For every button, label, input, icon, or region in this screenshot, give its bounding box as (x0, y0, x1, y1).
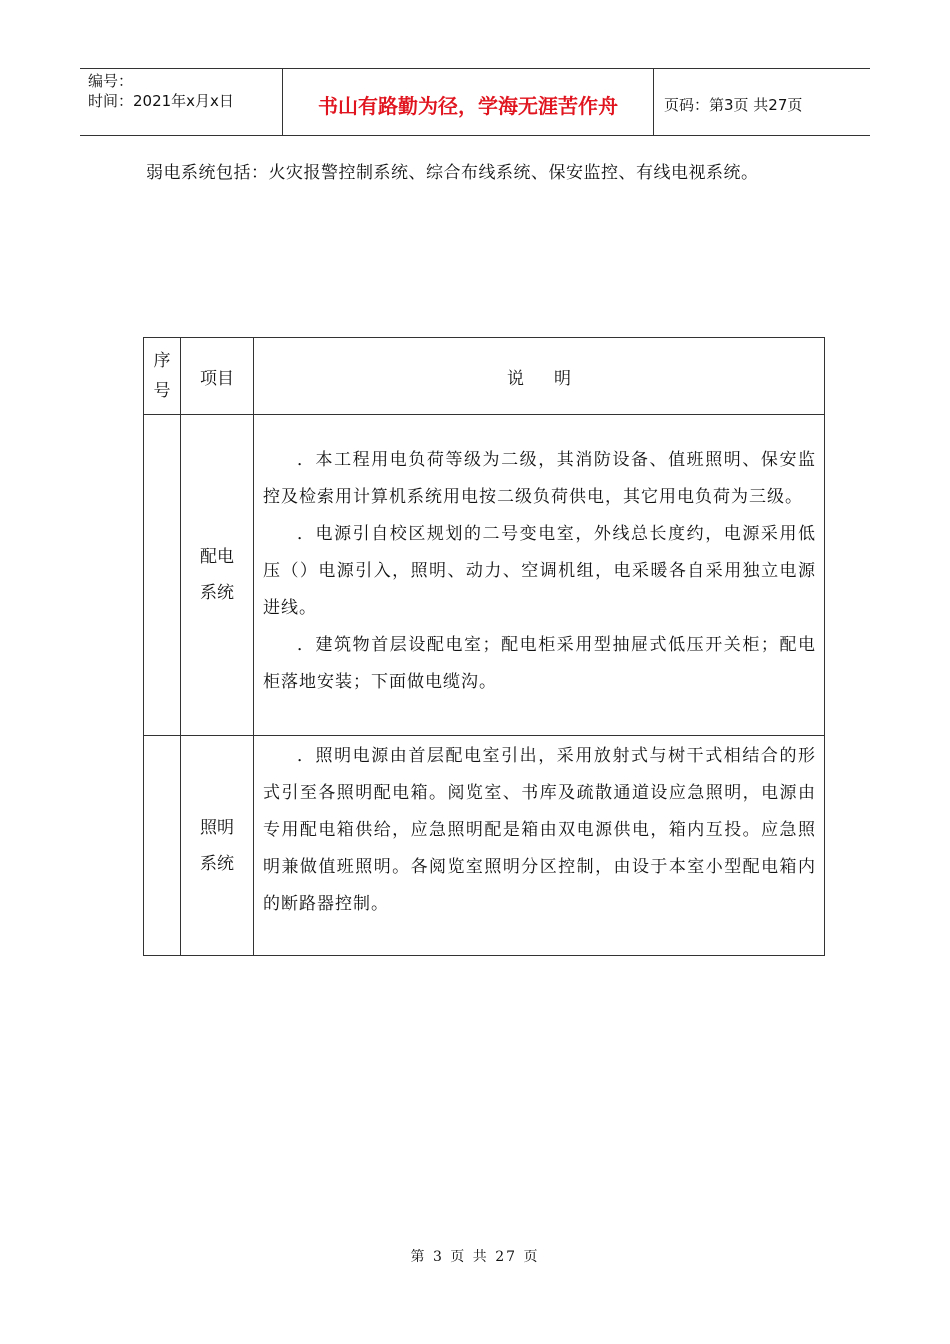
row-item-line: 照明 (200, 817, 234, 838)
desc-paragraph: ．本工程用电负荷等级为二级，其消防设备、值班照明、保安监控及检索用计算机系统用电按二级负荷供电，其它用电负荷为三级。 (263, 449, 816, 507)
spec-table (143, 337, 825, 956)
doc-time-label: 时间：2021年x月x日 (88, 92, 234, 110)
desc-paragraph: ．照明电源由首层配电室引出，采用放射式与树干式相结合的形式引至各照明配电箱。阅览室、书库及疏散通道设应急照明，电源由专用配电箱供给，应急照明配是箱由双电源供电，箱内互投。应急照明兼做值班照明。各阅览室照明分区控制，由设于本室小型配电箱内的断路器控制。 (263, 746, 816, 914)
page-footer: 第 3 页 共 27 页 (410, 1249, 540, 1265)
column-header-desc (254, 338, 825, 415)
column-header-item-label: 项目 (200, 368, 234, 389)
row-item-cell (181, 415, 254, 736)
table-row (144, 415, 825, 736)
doc-number-label: 编号： (88, 72, 134, 90)
row-item-line: 系统 (200, 583, 234, 603)
row-item-cell (181, 736, 254, 956)
table-row (144, 736, 825, 956)
header-page-info: 页码：第3页 共27页 (664, 95, 803, 114)
column-header-no (144, 338, 181, 415)
column-header-desc-label: 说明 (507, 368, 601, 389)
column-header-item (181, 338, 254, 415)
intro-text: 弱电系统包括：火灾报警控制系统、综合布线系统、保安监控、有线电视系统。 (146, 163, 759, 183)
table-header-row (144, 338, 825, 415)
row-desc-cell (254, 415, 825, 736)
desc-paragraph: ．建筑物首层设配电室；配电柜采用型抽屉式低压开关柜；配电柜落地安装；下面做电缆沟。 (263, 634, 816, 692)
column-header-no-line1: 序 (153, 351, 171, 371)
header-meta (80, 69, 282, 135)
row-no-cell (144, 415, 181, 736)
desc-paragraph: ．电源引自校区规划的二号变电室，外线总长度约，电源采用低压（）电源引入，照明、动力、空调机组，电采暖各自采用独立电源进线。 (263, 523, 816, 618)
page-header (80, 68, 870, 136)
row-desc-cell (254, 736, 825, 956)
row-item-line: 配电 (200, 547, 234, 567)
row-item-line: 系统 (200, 853, 234, 874)
row-no-cell (144, 736, 181, 956)
column-header-no-line2: 号 (153, 381, 171, 401)
header-motto: 书山有路勤为径，学海无涯苦作舟 (318, 93, 618, 118)
